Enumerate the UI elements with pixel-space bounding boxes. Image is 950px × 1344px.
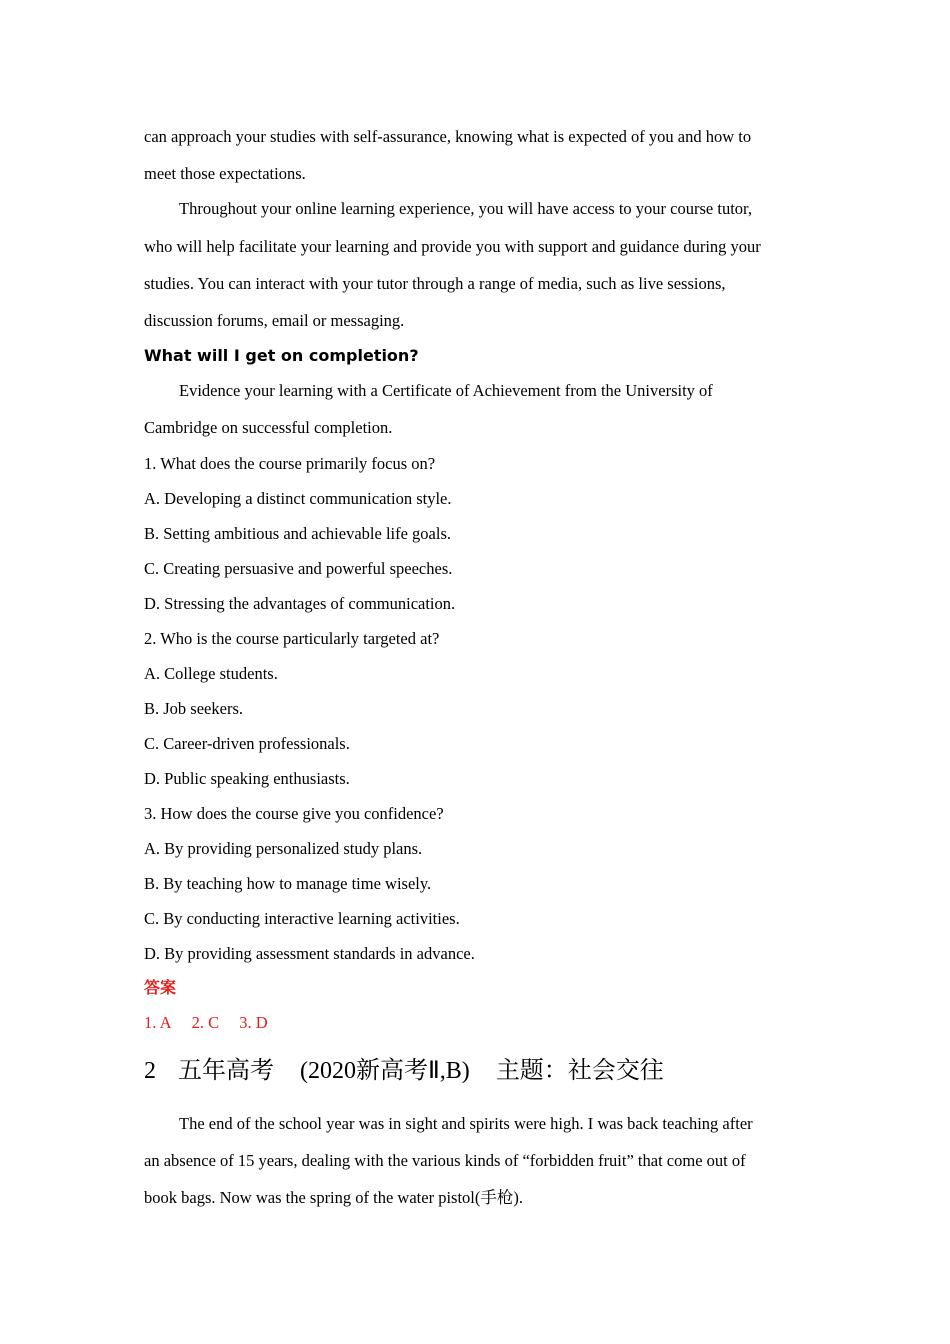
question-2-stem: 2. Who is the course particularly targeted at? — [144, 629, 440, 648]
question-1-option-a: A. Developing a distinct communication style. — [144, 489, 452, 508]
section-number: 2 — [144, 1058, 156, 1084]
completion-line2: Cambridge on successful completion. — [144, 418, 393, 437]
passage-p2-line4: discussion forums, email or messaging. — [144, 311, 405, 330]
passage-p2-line1: Throughout your online learning experience, you will have access to your course tutor, — [179, 199, 752, 218]
section-exam: (2020新高考Ⅱ,B) — [300, 1058, 470, 1084]
passage-p2-line3: studies. You can interact with your tutor through a range of media, such as live sessions, — [144, 274, 726, 293]
question-1-option-d: D. Stressing the advantages of communication. — [144, 594, 456, 613]
question-1-stem: 1. What does the course primarily focus on? — [144, 454, 436, 473]
question-2-option-a: A. College students. — [144, 664, 278, 683]
question-2-option-c: C. Career-driven professionals. — [144, 734, 350, 753]
answer-1: 1. A — [144, 1013, 172, 1032]
new-passage-line1: The end of the school year was in sight and spirits were high. I was back teaching after — [179, 1114, 753, 1133]
question-3-option-c: C. By conducting interactive learning activities. — [144, 909, 460, 928]
answers-row — [144, 1013, 268, 1033]
new-passage-line2: an absence of 15 years, dealing with the various kinds of “forbidden fruit” that come out of — [144, 1151, 746, 1170]
answers-label: 答案 — [144, 978, 177, 997]
passage-p1-line1: can approach your studies with self-assurance, knowing what is expected of you and how to — [144, 127, 752, 146]
passage-p1-line2: meet those expectations. — [144, 164, 306, 183]
section-2-title — [144, 1056, 664, 1086]
passage-p2-line2: who will help facilitate your learning and provide you with support and guidance during your — [144, 237, 761, 256]
new-passage-line3: book bags. Now was the spring of the water pistol(手枪). — [144, 1188, 523, 1207]
question-3-option-a: A. By providing personalized study plans. — [144, 839, 423, 858]
completion-heading: What will I get on completion? — [144, 346, 419, 365]
question-1-option-c: C. Creating persuasive and powerful speeches. — [144, 559, 453, 578]
question-3-stem: 3. How does the course give you confidence? — [144, 804, 444, 823]
section-source: 五年高考 — [178, 1058, 274, 1084]
question-1-option-b: B. Setting ambitious and achievable life goals. — [144, 524, 452, 543]
question-2-option-b: B. Job seekers. — [144, 699, 243, 718]
question-3-option-b: B. By teaching how to manage time wisely. — [144, 874, 432, 893]
completion-line1: Evidence your learning with a Certificate of Achievement from the University of — [179, 381, 713, 400]
section-theme: 主题：社会交往 — [495, 1058, 664, 1084]
question-3-option-d: D. By providing assessment standards in advance. — [144, 944, 475, 963]
answer-2: 2. C — [191, 1013, 220, 1032]
question-2-option-d: D. Public speaking enthusiasts. — [144, 769, 350, 788]
answer-3: 3. D — [239, 1013, 268, 1032]
